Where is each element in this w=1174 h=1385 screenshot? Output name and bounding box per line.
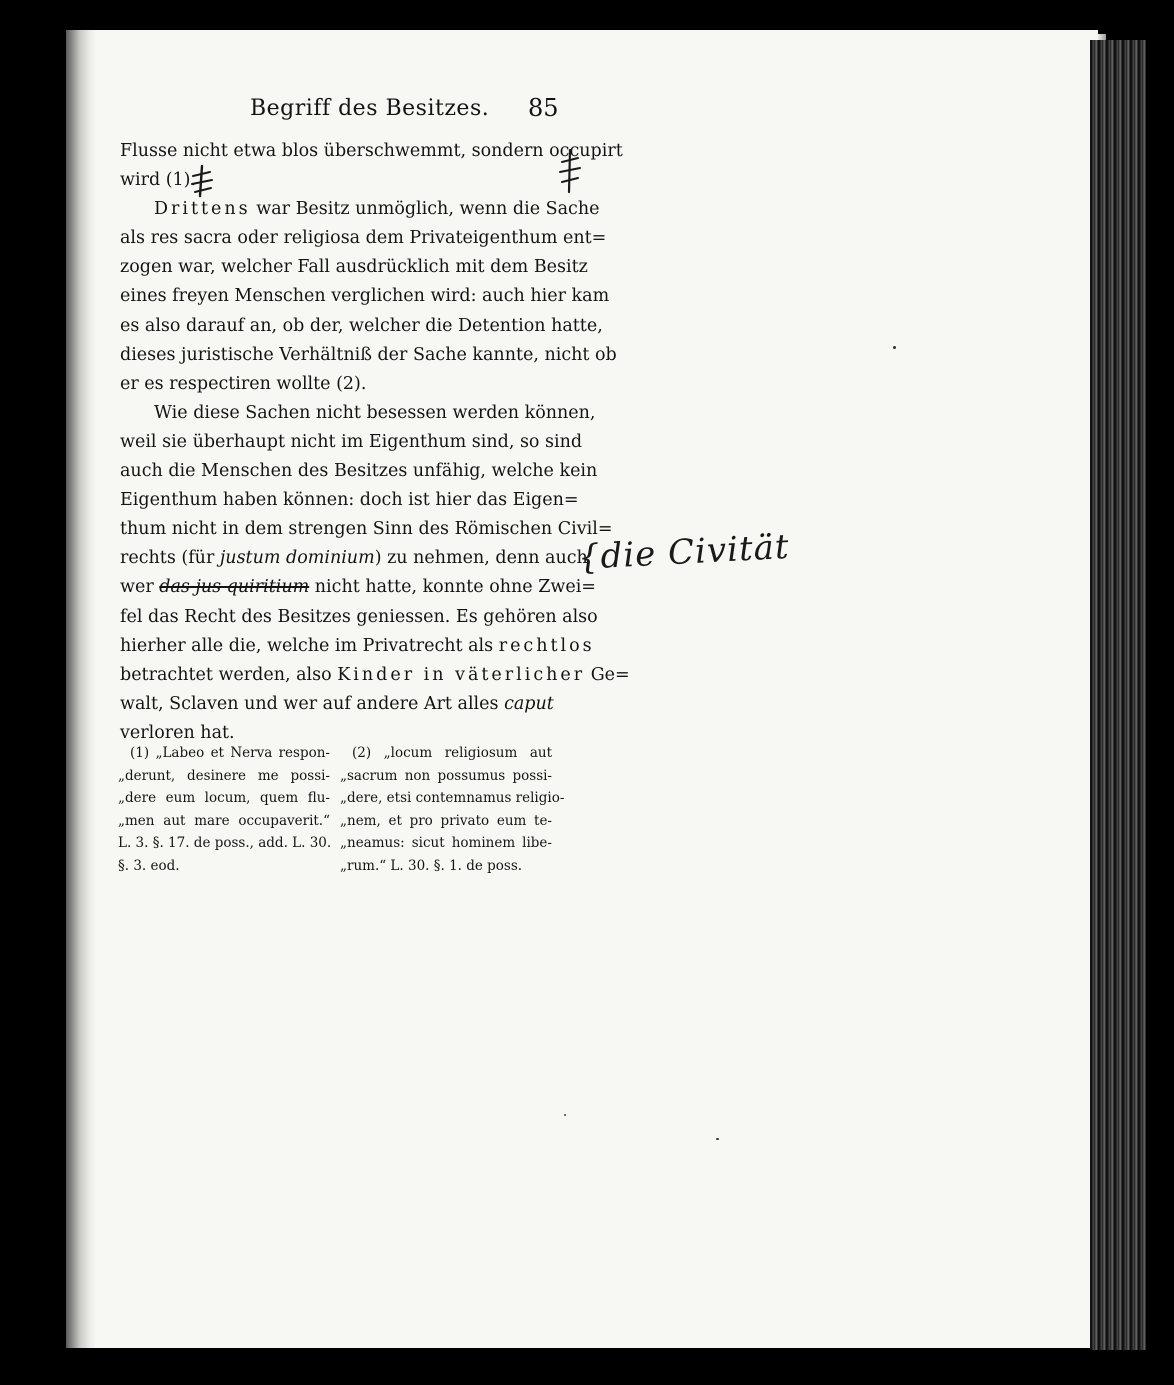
page-number: 85 <box>528 94 559 122</box>
footnote-line: L. 3. §. 17. de poss., add. L. 30. <box>118 835 332 851</box>
text-fragment: nicht hatte, konnte ohne Zwei= <box>309 577 596 598</box>
text-line: dieses juristische Verhältniß der Sache kannte, nicht ob <box>120 344 617 365</box>
text-line <box>120 632 595 661</box>
footnote-line: „sacrum non possumus possi- <box>340 767 552 784</box>
text-line: es also darauf an, ob der, welcher die Detention hatte, <box>120 315 603 336</box>
text-line: zogen war, welcher Fall ausdrücklich mit dem Besitz <box>120 257 588 278</box>
text-line: fel das Recht des Besitzes geniessen. Es gehören also <box>120 606 598 627</box>
footnote-line: „dere, etsi contemnamus religio- <box>340 790 565 806</box>
text-line <box>120 195 600 224</box>
ink-speck <box>716 1138 719 1140</box>
book-fore-edge <box>1090 40 1146 1350</box>
text-line <box>120 661 630 690</box>
text-line: er es respectiren wollte (2). <box>120 373 367 394</box>
emphasis-spaced: Kinder in väterlicher <box>337 664 586 685</box>
ink-speck <box>564 1114 566 1116</box>
text-line: verloren hat. <box>120 722 235 743</box>
struck-text: das jus quiritium <box>159 577 310 598</box>
text-fragment: betrachtet werden, also <box>120 664 338 685</box>
footnote-line: (1) „Labeo et Nerva respon- <box>130 745 330 761</box>
body-text <box>120 137 630 748</box>
footnote-line: (2) „locum religiosum aut <box>352 745 552 761</box>
handwritten-insertion-mark-icon <box>556 148 586 194</box>
footnote-1 <box>118 742 330 877</box>
emphasis-spaced: rechtlos <box>498 635 595 656</box>
footnote-line: „rum.“ L. 30. §. 1. de poss. <box>340 857 523 874</box>
text-fragment: Ge= <box>585 664 630 685</box>
text-line: Flusse nicht etwa blos überschwemmt, sondern occupirt <box>120 141 623 161</box>
ink-speck <box>893 346 896 349</box>
text-fragment: walt, Sclaven und wer auf andere Art alles <box>120 693 505 714</box>
text-line: wird (1). <box>120 170 197 191</box>
running-head: Begriff des Besitzes. <box>250 96 490 121</box>
handwritten-caret-mark-icon <box>190 164 216 198</box>
footnote-2 <box>340 742 565 877</box>
text-line: eines freyen Menschen verglichen wird: auch hier kam <box>120 286 610 307</box>
latin-italic: caput <box>504 693 554 714</box>
text-line: auch die Menschen des Besitzes unfähig, welche kein <box>120 461 598 482</box>
text-line: Eigenthum haben können: doch ist hier das Eigen= <box>120 490 579 511</box>
text-fragment: ) zu nehmen, denn auch <box>374 548 588 569</box>
handwritten-margin-note: {die Civität <box>576 526 791 578</box>
text-line <box>120 573 596 602</box>
text-line: weil sie überhaupt nicht im Eigenthum sind, so sind <box>120 431 583 452</box>
emphasis-spaced: Drittens <box>154 199 251 220</box>
footnote-line: „derunt, desinere me possi- <box>118 767 330 784</box>
text-line: thum nicht in dem strengen Sinn des Römischen Civil= <box>120 519 613 540</box>
text-line <box>120 690 552 719</box>
text-fragment: wer <box>120 577 160 598</box>
footnote-line: „men aut mare occupaverit.“ <box>118 812 330 829</box>
footnote-line: „nem, et pro privato eum te- <box>340 812 552 829</box>
gutter-shadow <box>66 30 96 1348</box>
footnote-line: „dere eum locum, quem flu- <box>118 790 330 806</box>
footnote-line: „neamus: sicut hominem libe- <box>340 835 552 851</box>
text-line <box>120 544 588 573</box>
text-fragment: hierher alle die, welche im Privatrecht als <box>120 635 499 656</box>
footnote-line: §. 3. eod. <box>118 857 180 874</box>
text-line: Wie diese Sachen nicht besessen werden können, <box>154 402 596 423</box>
text-fragment: rechts (für <box>120 548 220 569</box>
text-line: als res sacra oder religiosa dem Privateigenthum ent= <box>120 228 607 249</box>
text-fragment: war Besitz unmöglich, wenn die Sache <box>250 199 600 220</box>
latin-italic: justum dominium <box>219 548 375 569</box>
